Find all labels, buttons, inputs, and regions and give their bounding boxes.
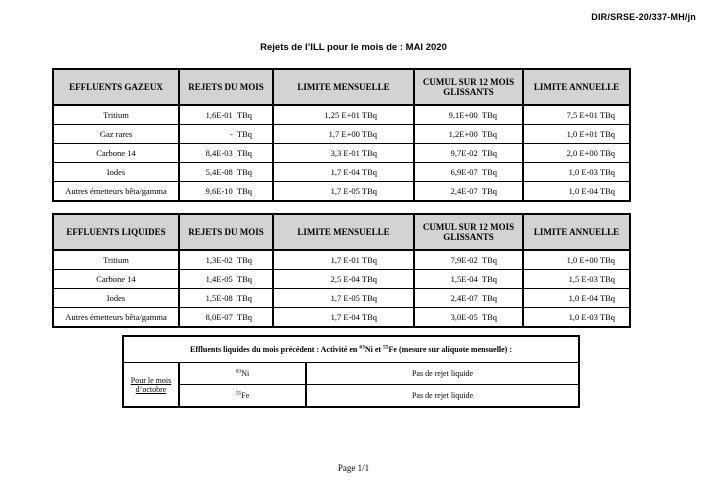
table-cell: 1,7 E-05 TBq <box>273 289 414 308</box>
document-reference: DIR/SRSE-20/337-MH/jn <box>591 12 696 22</box>
row-label: Tritium <box>53 105 179 125</box>
table-cell: 1,3E-02 TBq <box>179 250 273 270</box>
header-cumul-12-mois: CUMUL SUR 12 MOIS GLISSANTS <box>414 214 523 250</box>
isotope-symbol: Fe <box>241 391 250 400</box>
table-row-iodes <box>53 163 630 182</box>
header-limite-mensuelle: LIMITE MENSUELLE <box>273 214 414 250</box>
table-cell: 3,3 E-01 TBq <box>273 144 414 163</box>
table-cell: 7,9E-02 TBq <box>414 250 523 270</box>
result-cell: Pas de rejet liquide <box>306 363 579 385</box>
row-label: Autres émetteurs bêta/gamma <box>53 308 179 328</box>
header-effluents-gazeux: EFFLUENTS GAZEUX <box>53 69 179 105</box>
isotope-mass-63: 63 <box>359 344 365 351</box>
isotope-symbol: Ni <box>241 369 250 378</box>
header-effluents-liquides: EFFLUENTS LIQUIDES <box>53 214 179 250</box>
table-cell: 1,6E-01 TBq <box>179 105 273 125</box>
table-cell: 2,0 E+00 TBq <box>523 144 630 163</box>
table-row-autres-emetteurs <box>53 308 630 328</box>
period-label-cell <box>123 363 179 408</box>
previous-month-liquid-table <box>122 335 580 408</box>
table-cell: 1,0 E-04 TBq <box>523 182 630 202</box>
table-cell: 1,25 E+01 TBq <box>273 105 414 125</box>
header-rejets-du-mois: REJETS DU MOIS <box>179 214 273 250</box>
table-cell: 5,4E-08 TBq <box>179 163 273 182</box>
table-cell: 2,5 E-04 TBq <box>273 270 414 289</box>
table-cell: 1,7 E-05 TBq <box>273 182 414 202</box>
isotope-mass: 63 <box>235 368 242 375</box>
table-cell: 9,1E+00 TBq <box>414 105 523 125</box>
table-cell: 1,0 E+00 TBq <box>523 250 630 270</box>
table-row-tritium <box>53 105 630 125</box>
table-cell: 9,6E-10 TBq <box>179 182 273 202</box>
table-cell: 8,0E-07 TBq <box>179 308 273 328</box>
table-cell: 2,4E-07 TBq <box>414 182 523 202</box>
page-title: Rejets de l’ILL pour le mois de : MAI 2020 <box>260 42 447 53</box>
table-row-autres-emetteurs <box>53 182 630 202</box>
table-cell: 8,4E-03 TBq <box>179 144 273 163</box>
note-prefix: Effluents liquides du mois précédent : Activité en <box>189 345 360 354</box>
previous-month-note <box>123 336 579 363</box>
page-number: Page 1/1 <box>337 463 370 473</box>
table-cell: 3,0E-05 TBq <box>414 308 523 328</box>
table-cell: 1,4E-05 TBq <box>179 270 273 289</box>
table-row-carbone-14 <box>53 270 630 289</box>
table-cell: 1,0 E-03 TBq <box>523 163 630 182</box>
table-cell: 1,7 E-01 TBq <box>273 250 414 270</box>
table-cell: 1,5E-08 TBq <box>179 289 273 308</box>
table-cell: 1,0 E-04 TBq <box>523 289 630 308</box>
table-cell: 1,0 E-03 TBq <box>523 308 630 328</box>
isotope-label-ni63 <box>179 363 306 385</box>
header-row <box>53 69 630 105</box>
isotope-mass: 55 <box>235 390 242 397</box>
result-cell: Pas de rejet liquide <box>306 385 579 408</box>
isotope-mass-55: 55 <box>383 344 389 351</box>
table-cell: 1,5E-04 TBq <box>414 270 523 289</box>
table-cell: 1,7 E-04 TBq <box>273 163 414 182</box>
row-label: Carbone 14 <box>53 144 179 163</box>
table-row-ni63 <box>123 363 579 385</box>
table-cell: 1,7 E-04 TBq <box>273 308 414 328</box>
row-label: Carbone 14 <box>53 270 179 289</box>
table-row-iodes <box>53 289 630 308</box>
table-row-fe55 <box>123 385 579 408</box>
table-row-gaz-rares <box>53 125 630 144</box>
table-row-tritium <box>53 250 630 270</box>
isotope-label-fe55 <box>179 385 306 408</box>
table-cell: 1,0 E+01 TBq <box>523 125 630 144</box>
row-label: Autres émetteurs bêta/gamma <box>53 182 179 202</box>
effluents-gazeux-table <box>52 68 631 202</box>
row-label: Iodes <box>53 163 179 182</box>
note-middle: Ni et <box>364 345 384 354</box>
table-row-carbone-14 <box>53 144 630 163</box>
note-row <box>123 336 579 363</box>
table-cell: 9,7E-02 TBq <box>414 144 523 163</box>
period-label: Pour le mois d’octobre <box>130 375 172 394</box>
row-label: Tritium <box>53 250 179 270</box>
header-limite-mensuelle: LIMITE MENSUELLE <box>273 69 414 105</box>
row-label: Gaz rares <box>53 125 179 144</box>
table-cell: 1,2E+00 TBq <box>414 125 523 144</box>
table-cell: - TBq <box>179 125 273 144</box>
table-cell: 1,5 E-03 TBq <box>523 270 630 289</box>
table-cell: 2,4E-07 TBq <box>414 289 523 308</box>
table-cell: 6,9E-07 TBq <box>414 163 523 182</box>
header-row <box>53 214 630 250</box>
header-rejets-du-mois: REJETS DU MOIS <box>179 69 273 105</box>
table-cell: 1,7 E+00 TBq <box>273 125 414 144</box>
note-suffix: Fe (mesure sur aliquote mensuelle) : <box>388 345 513 354</box>
header-cumul-12-mois: CUMUL SUR 12 MOIS GLISSANTS <box>414 69 523 105</box>
row-label: Iodes <box>53 289 179 308</box>
table-cell: 7,5 E+01 TBq <box>523 105 630 125</box>
effluents-liquides-table <box>52 213 631 328</box>
header-limite-annuelle: LIMITE ANNUELLE <box>523 69 630 105</box>
header-limite-annuelle: LIMITE ANNUELLE <box>523 214 630 250</box>
